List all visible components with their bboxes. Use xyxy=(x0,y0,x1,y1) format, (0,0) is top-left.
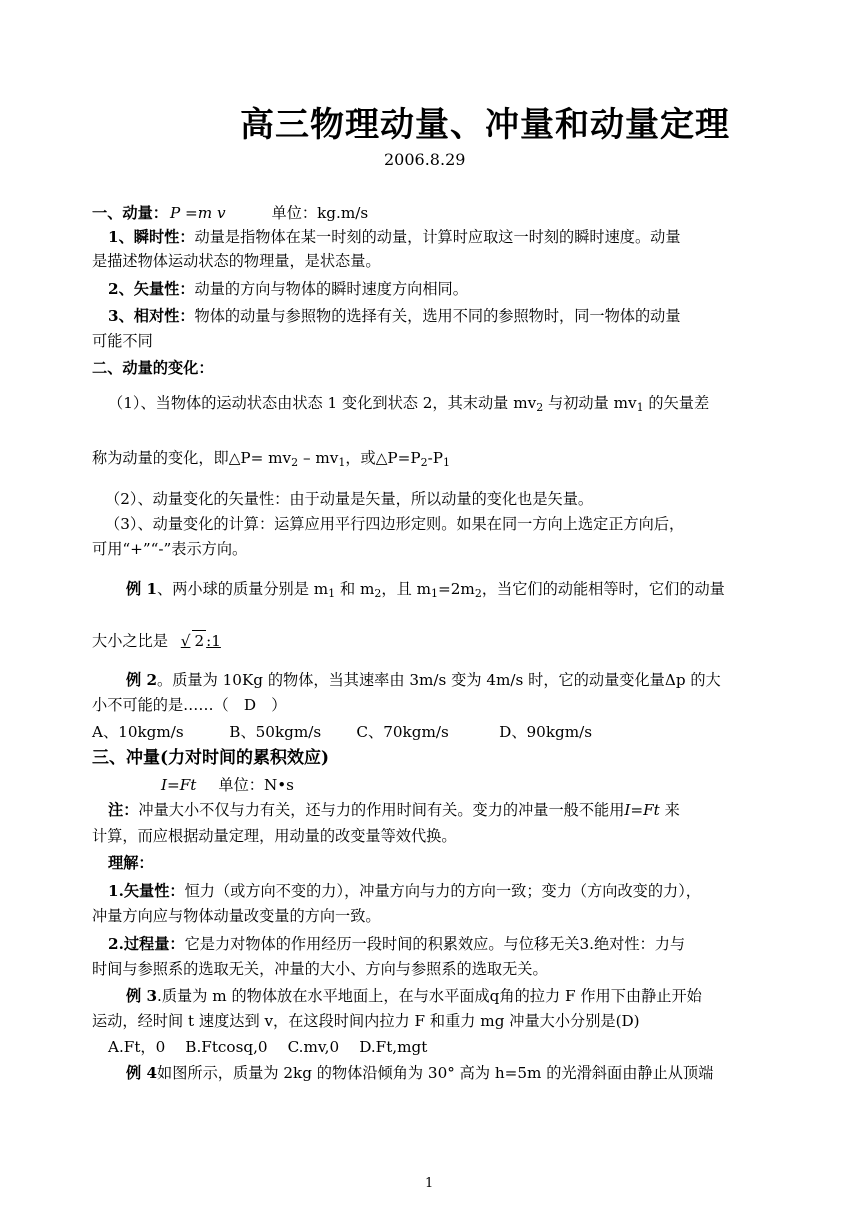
impulse-unit: 单位：N•s xyxy=(218,776,294,794)
example-2: 例 2。质量为 10Kg 的物体，当其速率由 3m/s 变为 4m/s 时，它的动量变化量Δp 的大 xyxy=(126,671,721,689)
understanding-2: 2.过程量：它是力对物体的作用经历一段时间的积累效应。与位移无关3.绝对性：力与 xyxy=(108,935,686,953)
example-3-cont: 运动，经时间 t 速度达到 v，在这段时间内拉力 F 和重力 mg 冲量大小分别是(D) xyxy=(92,1012,640,1030)
section-3-heading: 三、冲量(力对时间的累积效应) xyxy=(92,748,330,768)
change-line-5: 可用“+”“-”表示方向。 xyxy=(92,540,248,558)
impulse-formula: I=Ft xyxy=(161,776,197,794)
document-date: 2006.8.29 xyxy=(384,150,466,169)
section-2-heading: 二、动量的变化： xyxy=(92,359,214,377)
example-2-cont: 小不可能的是……（ D ） xyxy=(92,696,287,714)
example-2-options: A、10kgm/s B、50kgm/s C、70kgm/s D、90kgm/s xyxy=(92,723,593,741)
section-1-heading: 一、动量： xyxy=(92,204,168,222)
change-line-4: （3）、动量变化的计算：运算应用平行四边形定则。如果在同一方向上选定正方向后， xyxy=(105,515,685,533)
para-relativity: 3、相对性：物体的动量与参照物的选择有关，选用不同的参照物时，同一物体的动量 xyxy=(108,307,681,325)
change-line-1: （1）、当物体的运动状态由状态 1 变化到状态 2，其末动量 $mv_2$ 与初动量 $mv_1$ 的矢量差 xyxy=(108,394,710,414)
para-instantaneity-cont: 是描述物体运动状态的物理量，是状态量。 xyxy=(92,252,381,270)
change-line-2: 称为动量的变化，即△P= $mv_2 - mv_1$，或$\triangle P=P_2-P_1$ xyxy=(92,449,450,469)
momentum-unit: 单位：kg.m/s xyxy=(271,204,369,222)
example-3-options: A.Ft，0 B.Ftcosq,0 C.mv,0 D.Ft,mgt xyxy=(108,1038,428,1056)
impulse-formula-line xyxy=(161,775,841,795)
document-title: 高三物理动量、冲量和动量定理 xyxy=(240,105,730,145)
section-1-heading-line xyxy=(92,203,772,223)
example-1-answer: 大小之比是 √ 2 :1 xyxy=(92,632,221,650)
para-relativity-cont: 可能不同 xyxy=(92,332,153,350)
page-number: 1 xyxy=(425,1176,434,1191)
change-line-3: （2）、动量变化的矢量性：由于动量是矢量，所以动量的变化也是矢量。 xyxy=(105,490,594,508)
understanding-1: 1.矢量性：恒力（或方向不变的力），冲量方向与力的方向一致；变力（方向改变的力）， xyxy=(108,882,701,900)
ratio-answer: √ 2 :1 xyxy=(180,632,221,650)
example-1: 例 1、两小球的质量分别是 $m_1$ 和 $m_2$，且 $m_1=2m_2$，当它们的动能相等时，它们的动量 xyxy=(126,580,725,600)
para-instantaneity: 1、瞬时性：动量是指物体在某一时刻的动量，计算时应取这一时刻的瞬时速度。动量 xyxy=(108,228,681,246)
understanding-1-cont: 冲量方向应与物体动量改变量的方向一致。 xyxy=(92,907,381,925)
example-4: 例 4如图所示，质量为 2kg 的物体沿倾角为 30° 高为 h=5m 的光滑斜面由静止从顶端 xyxy=(126,1064,714,1082)
note-line-2: 计算，而应根据动量定理，用动量的改变量等效代换。 xyxy=(92,827,457,845)
momentum-formula: P =m v xyxy=(169,204,226,222)
understanding-2-cont: 时间与参照系的选取无关，冲量的大小、方向与参照系的选取无关。 xyxy=(92,960,548,978)
note-line-1: 注：冲量大小不仅与力有关，还与力的作用时间有关。变力的冲量一般不能用I=Ft 来 xyxy=(108,801,680,819)
para-vector: 2、矢量性：动量的方向与物体的瞬时速度方向相同。 xyxy=(108,280,468,298)
example-3: 例 3.质量为 m 的物体放在水平地面上，在与水平面成q角的拉力 F 作用下由静止开始 xyxy=(126,987,702,1005)
understanding-heading: 理解： xyxy=(108,854,154,872)
